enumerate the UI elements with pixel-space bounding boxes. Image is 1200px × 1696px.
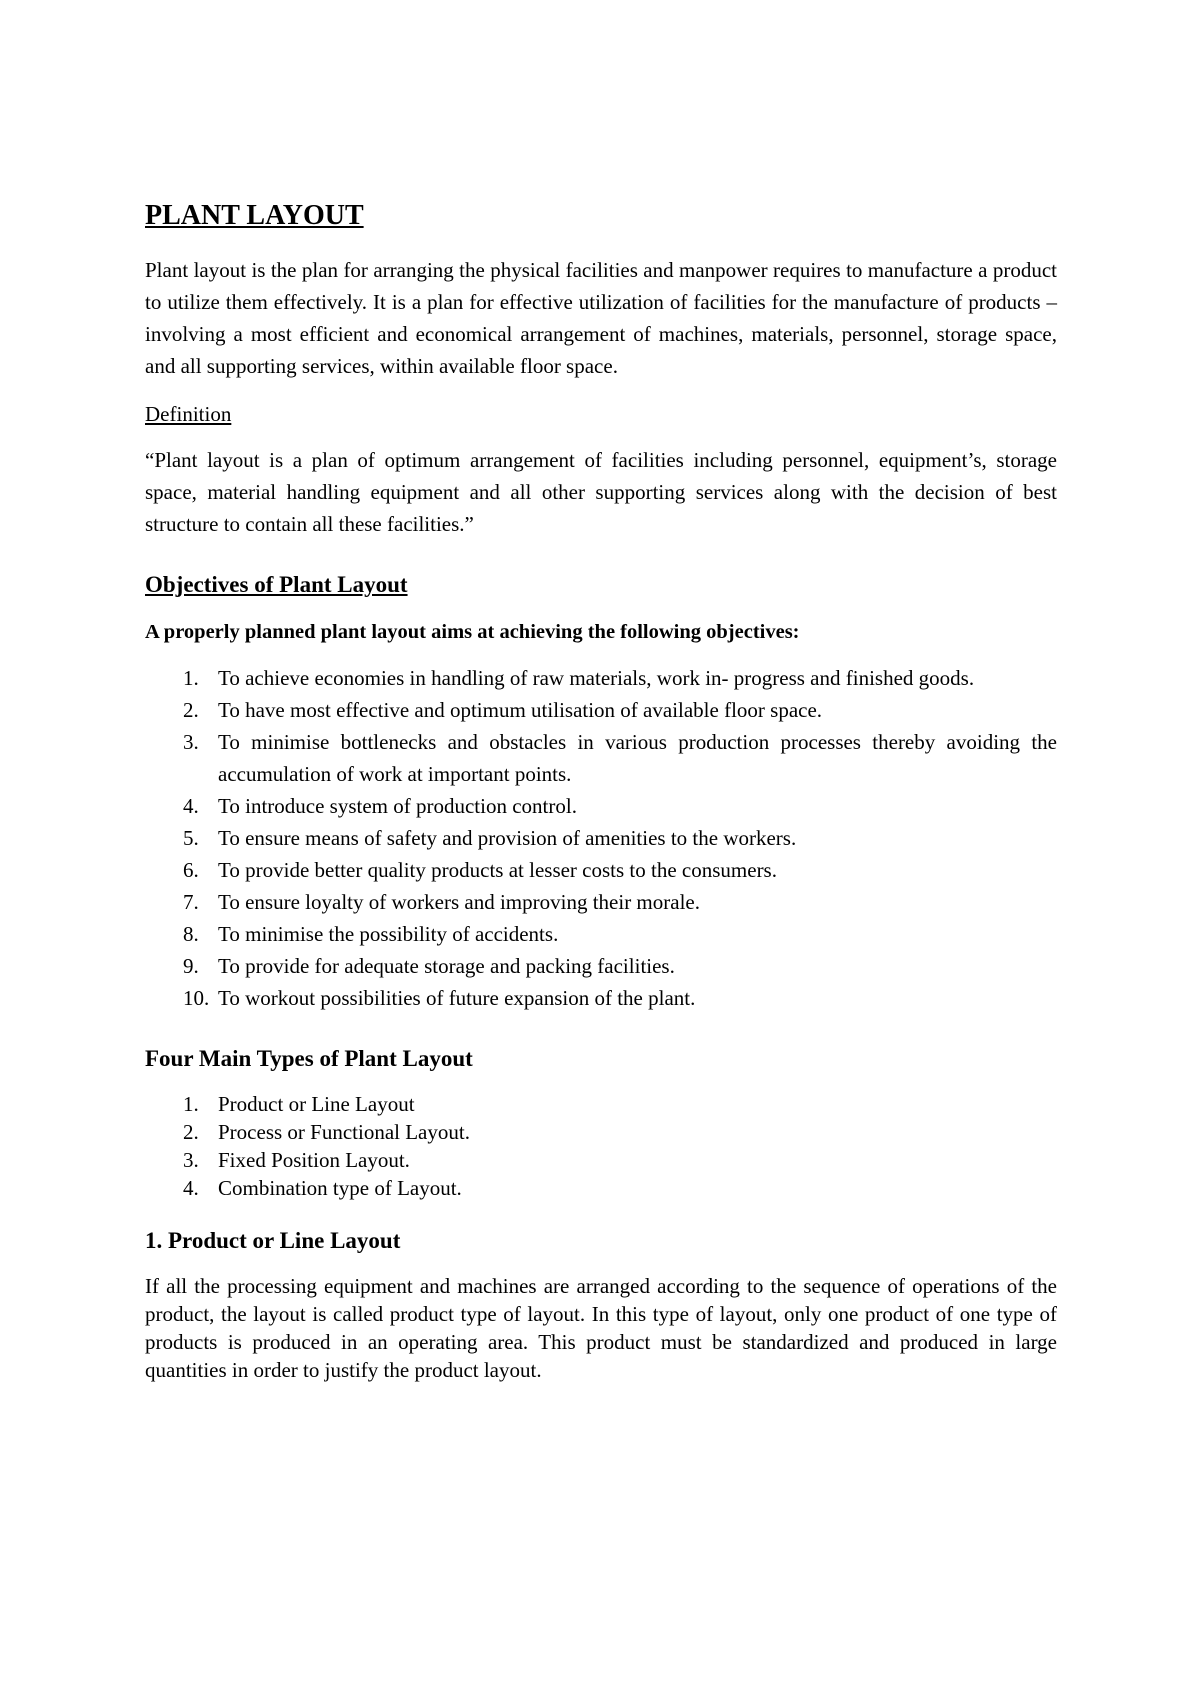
list-number: 4. <box>183 794 199 818</box>
list-number: 9. <box>183 954 199 978</box>
list-text: Product or Line Layout <box>218 1092 415 1116</box>
list-number: 4. <box>183 1176 199 1200</box>
list-text: To have most effective and optimum utilisation of available floor space. <box>218 698 823 722</box>
list-text: To introduce system of production control. <box>218 794 577 818</box>
list-text: To ensure loyalty of workers and improving their morale. <box>218 890 700 914</box>
list-number: 3. <box>183 1148 199 1172</box>
list-text: To provide for adequate storage and packing facilities. <box>218 954 675 978</box>
list-number: 5. <box>183 826 199 850</box>
list-text: To minimise the possibility of accidents. <box>218 922 559 946</box>
list-text: To workout possibilities of future expansion of the plant. <box>218 986 696 1010</box>
definition-label: Definition <box>145 402 232 426</box>
list-text: To minimise bottlenecks and obstacles in various production processes thereby avoiding the accumulation of work at important points. <box>218 730 1057 786</box>
list-text: To provide better quality products at lesser costs to the consumers. <box>218 858 777 882</box>
list-item <box>145 854 1057 886</box>
list-item <box>145 694 1057 726</box>
section1-paragraph: If all the processing equipment and machines are arranged according to the sequence of operations of the product, the layout is called product type of layout. In this type of layout, only one product of one type of products is produced in an operating area. This product must be standardized and produced in large quantities in order to justify the product layout. <box>145 1274 1057 1382</box>
list-number: 1. <box>183 666 199 690</box>
list-item <box>145 726 1057 790</box>
list-item <box>145 950 1057 982</box>
list-text: Fixed Position Layout. <box>218 1148 410 1172</box>
list-text: To achieve economies in handling of raw materials, work in- progress and finished goods. <box>218 666 975 690</box>
list-text: Process or Functional Layout. <box>218 1120 470 1144</box>
list-number: 8. <box>183 922 199 946</box>
definition-paragraph: “Plant layout is a plan of optimum arrangement of facilities including personnel, equipment’s, storage space, material handling equipment and all other supporting services along with the decision of best structure to contain all these facilities.” <box>145 448 1057 536</box>
list-item <box>145 1174 1057 1202</box>
list-item <box>145 886 1057 918</box>
list-number: 1. <box>183 1092 199 1116</box>
section1-heading: 1. Product or Line Layout <box>145 1228 401 1253</box>
list-number: 6. <box>183 858 199 882</box>
document-content <box>145 196 1057 1384</box>
objectives-list <box>145 662 1057 1014</box>
list-number: 2. <box>183 1120 199 1144</box>
list-text: Combination type of Layout. <box>218 1176 462 1200</box>
list-number: 2. <box>183 698 199 722</box>
objectives-heading: Objectives of Plant Layout <box>145 572 408 597</box>
list-item <box>145 822 1057 854</box>
list-item <box>145 790 1057 822</box>
list-number: 7. <box>183 890 199 914</box>
list-item <box>145 1146 1057 1174</box>
list-number: 10. <box>183 986 210 1010</box>
list-item <box>145 662 1057 694</box>
list-text: To ensure means of safety and provision of amenities to the workers. <box>218 826 797 850</box>
objectives-intro: A properly planned plant layout aims at achieving the following objectives: <box>145 621 800 643</box>
list-item <box>145 1090 1057 1118</box>
list-item <box>145 918 1057 950</box>
list-number: 3. <box>183 730 199 754</box>
types-list <box>145 1090 1057 1202</box>
types-heading: Four Main Types of Plant Layout <box>145 1046 473 1071</box>
list-item <box>145 982 1057 1014</box>
page-title: PLANT LAYOUT <box>145 200 364 231</box>
list-item <box>145 1118 1057 1146</box>
intro-paragraph: Plant layout is the plan for arranging the physical facilities and manpower requires to manufacture a product to utilize them effectively. It is a plan for effective utilization of facilities for the manufacture of products – involving a most efficient and economical arrangement of machines, materials, personnel, storage space, and all supporting services, within available floor space. <box>145 258 1057 378</box>
